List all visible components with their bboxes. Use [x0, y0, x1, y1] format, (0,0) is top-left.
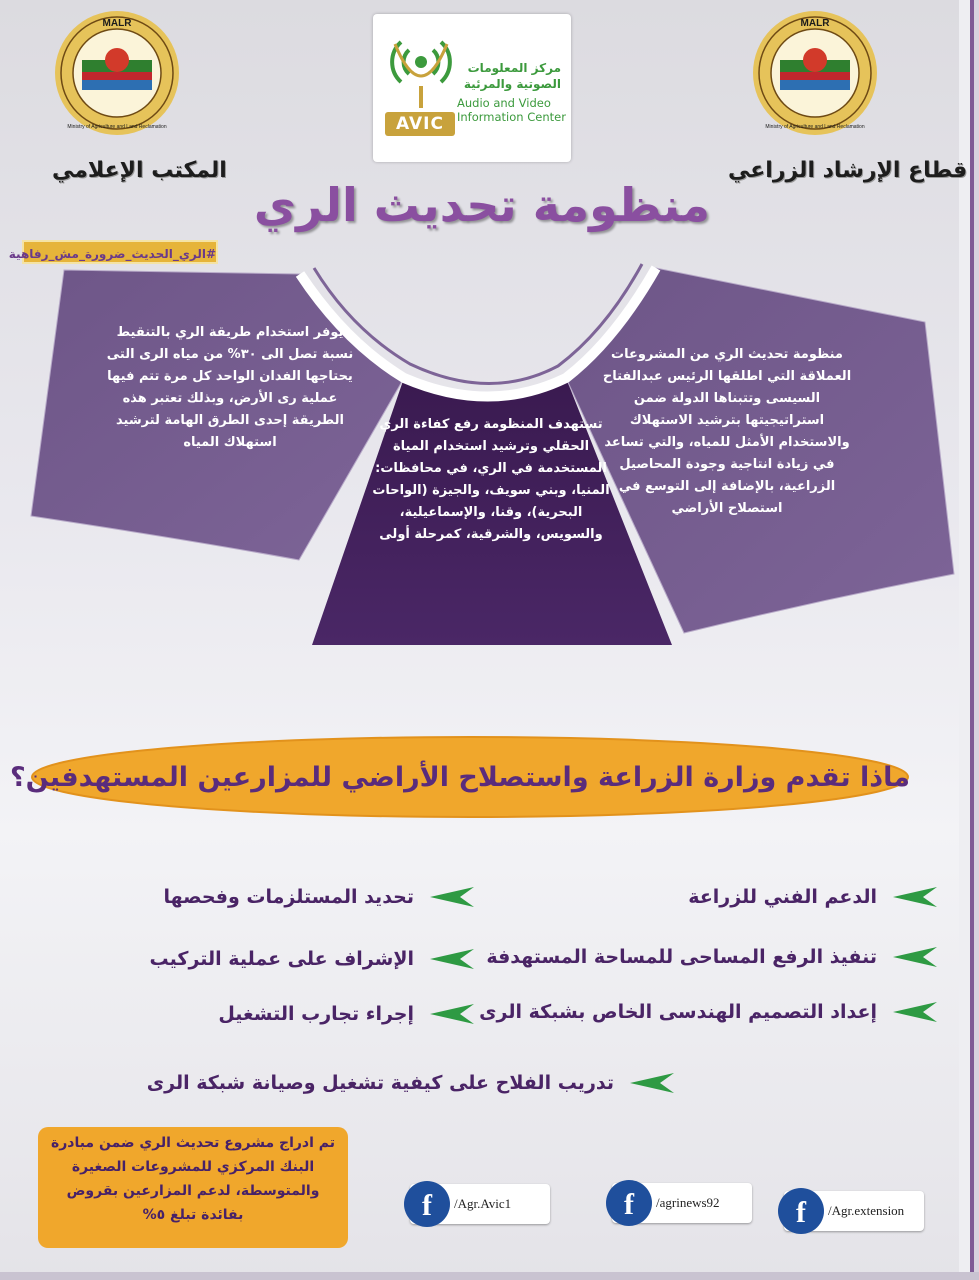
green-arrow-icon [430, 887, 474, 907]
service-label: تحديد المستلزمات وفحصها [163, 886, 414, 908]
seal-bottom-text: Ministry of Agriculture and Land Reclamation [67, 124, 167, 130]
service-item [486, 940, 937, 974]
loan-note-box: تم ادراج مشروع تحديث الري ضمن مبادرة البنك المركزي للمشروعات الصغيرة والمتوسطة، لدعم المزارعين بقروض بفائدة تبلغ ٥% [38, 1127, 348, 1248]
facebook-link-avic[interactable] [410, 1184, 550, 1224]
service-label: إجراء تجارب التشغيل [218, 1003, 414, 1025]
service-label: الدعم الفني للزراعة [688, 886, 877, 908]
question-banner [9, 735, 910, 820]
green-arrow-icon [893, 1002, 937, 1022]
segment-center-text: تستهدف المنظومة رفع كفاءة الري الحقلي وترشيد استخدام المياة المستخدمة في الري، في محافظات: المنيا، وبني سويف، والجيزة (الواحات البحرية)، وقنا، والإسماعيلية، والسويس، والشرقية، كمرحلة أولى [372, 417, 610, 542]
segment-right-text: منظومة تحديث الري من المشروعات العملاقة التي اطلقها الرئيس عبدالفتاح السيسى وتتبناها الدولة ضمن استراتيجيتها بترشيد الاستهلاك والاستخدام الأمثل للمياه، والتي تساعد في زيادة انتاجية وجودة المحاصيل الزراعية، بالإضافة إلى التوسع في استصلاح الأراضي [602, 347, 852, 516]
green-arrow-icon [893, 887, 937, 907]
facebook-link-agrinews[interactable] [612, 1183, 752, 1223]
avic-english-name: Audio and Video Information Center [457, 96, 566, 124]
service-item [479, 995, 937, 1029]
agri-extension-label: قطاع الإرشاد الزراعي [728, 158, 968, 183]
page-title: منظومة تحديث الري [253, 178, 710, 232]
service-label: الإشراف على عملية التركيب [149, 948, 414, 970]
facebook-icon: f [404, 1181, 450, 1227]
hashtag-badge: #الري_الحديث_ضرورة_مش_رفاهية [22, 240, 218, 264]
service-label: تدريب الفلاح على كيفية تشغيل وصيانة شبكة الرى [146, 1072, 614, 1094]
facebook-handle: /agrinews92 [656, 1195, 720, 1210]
facebook-icon: f [606, 1180, 652, 1226]
service-item [218, 997, 474, 1031]
service-label: تنفيذ الرفع المساحى للمساحة المستهدفة [486, 946, 877, 968]
seal-top-text: MALR [800, 18, 830, 29]
media-office-label: المكتب الإعلامي [52, 158, 227, 183]
facebook-handle: /Agr.Avic1 [454, 1196, 512, 1211]
green-arrow-icon [893, 947, 937, 967]
service-item [147, 1066, 674, 1100]
avic-badge: AVIC [385, 112, 455, 136]
facebook-handle: /Agr.extension [828, 1203, 905, 1218]
bottom-edge-bar [0, 1272, 979, 1280]
seal-top-text: MALR [102, 18, 132, 29]
green-arrow-icon [630, 1073, 674, 1093]
avic-arabic-name: مركز المعلومات الصوتية والمرئية [463, 61, 561, 91]
facebook-link-extension[interactable] [784, 1191, 924, 1231]
seal-bottom-text: Ministry of Agriculture and Land Reclamation [765, 124, 865, 130]
question-text: ماذا تقدم وزارة الزراعة واستصلاح الأراضي للمزارعين المستهدفين؟ [9, 762, 910, 793]
service-item [150, 942, 474, 976]
facebook-icon: f [778, 1188, 824, 1234]
green-arrow-icon [430, 949, 474, 969]
green-arrow-icon [430, 1004, 474, 1024]
segment-left-text: يوفر استخدام طريقة الري بالتنقيط نسبة تصل الى ٣٠% من مياه الرى التى يحتاجها الفدان الواحد كل مرة تتم فيها عملية رى الأرض، وبذلك تعتبر هذه الطريقة إحدى الطرق الهامة لترشيد استهلاك المياه [106, 325, 354, 450]
service-item [688, 880, 937, 914]
service-label: إعداد التصميم الهندسى الخاص بشبكة الرى [479, 1001, 877, 1023]
service-item [163, 880, 474, 914]
